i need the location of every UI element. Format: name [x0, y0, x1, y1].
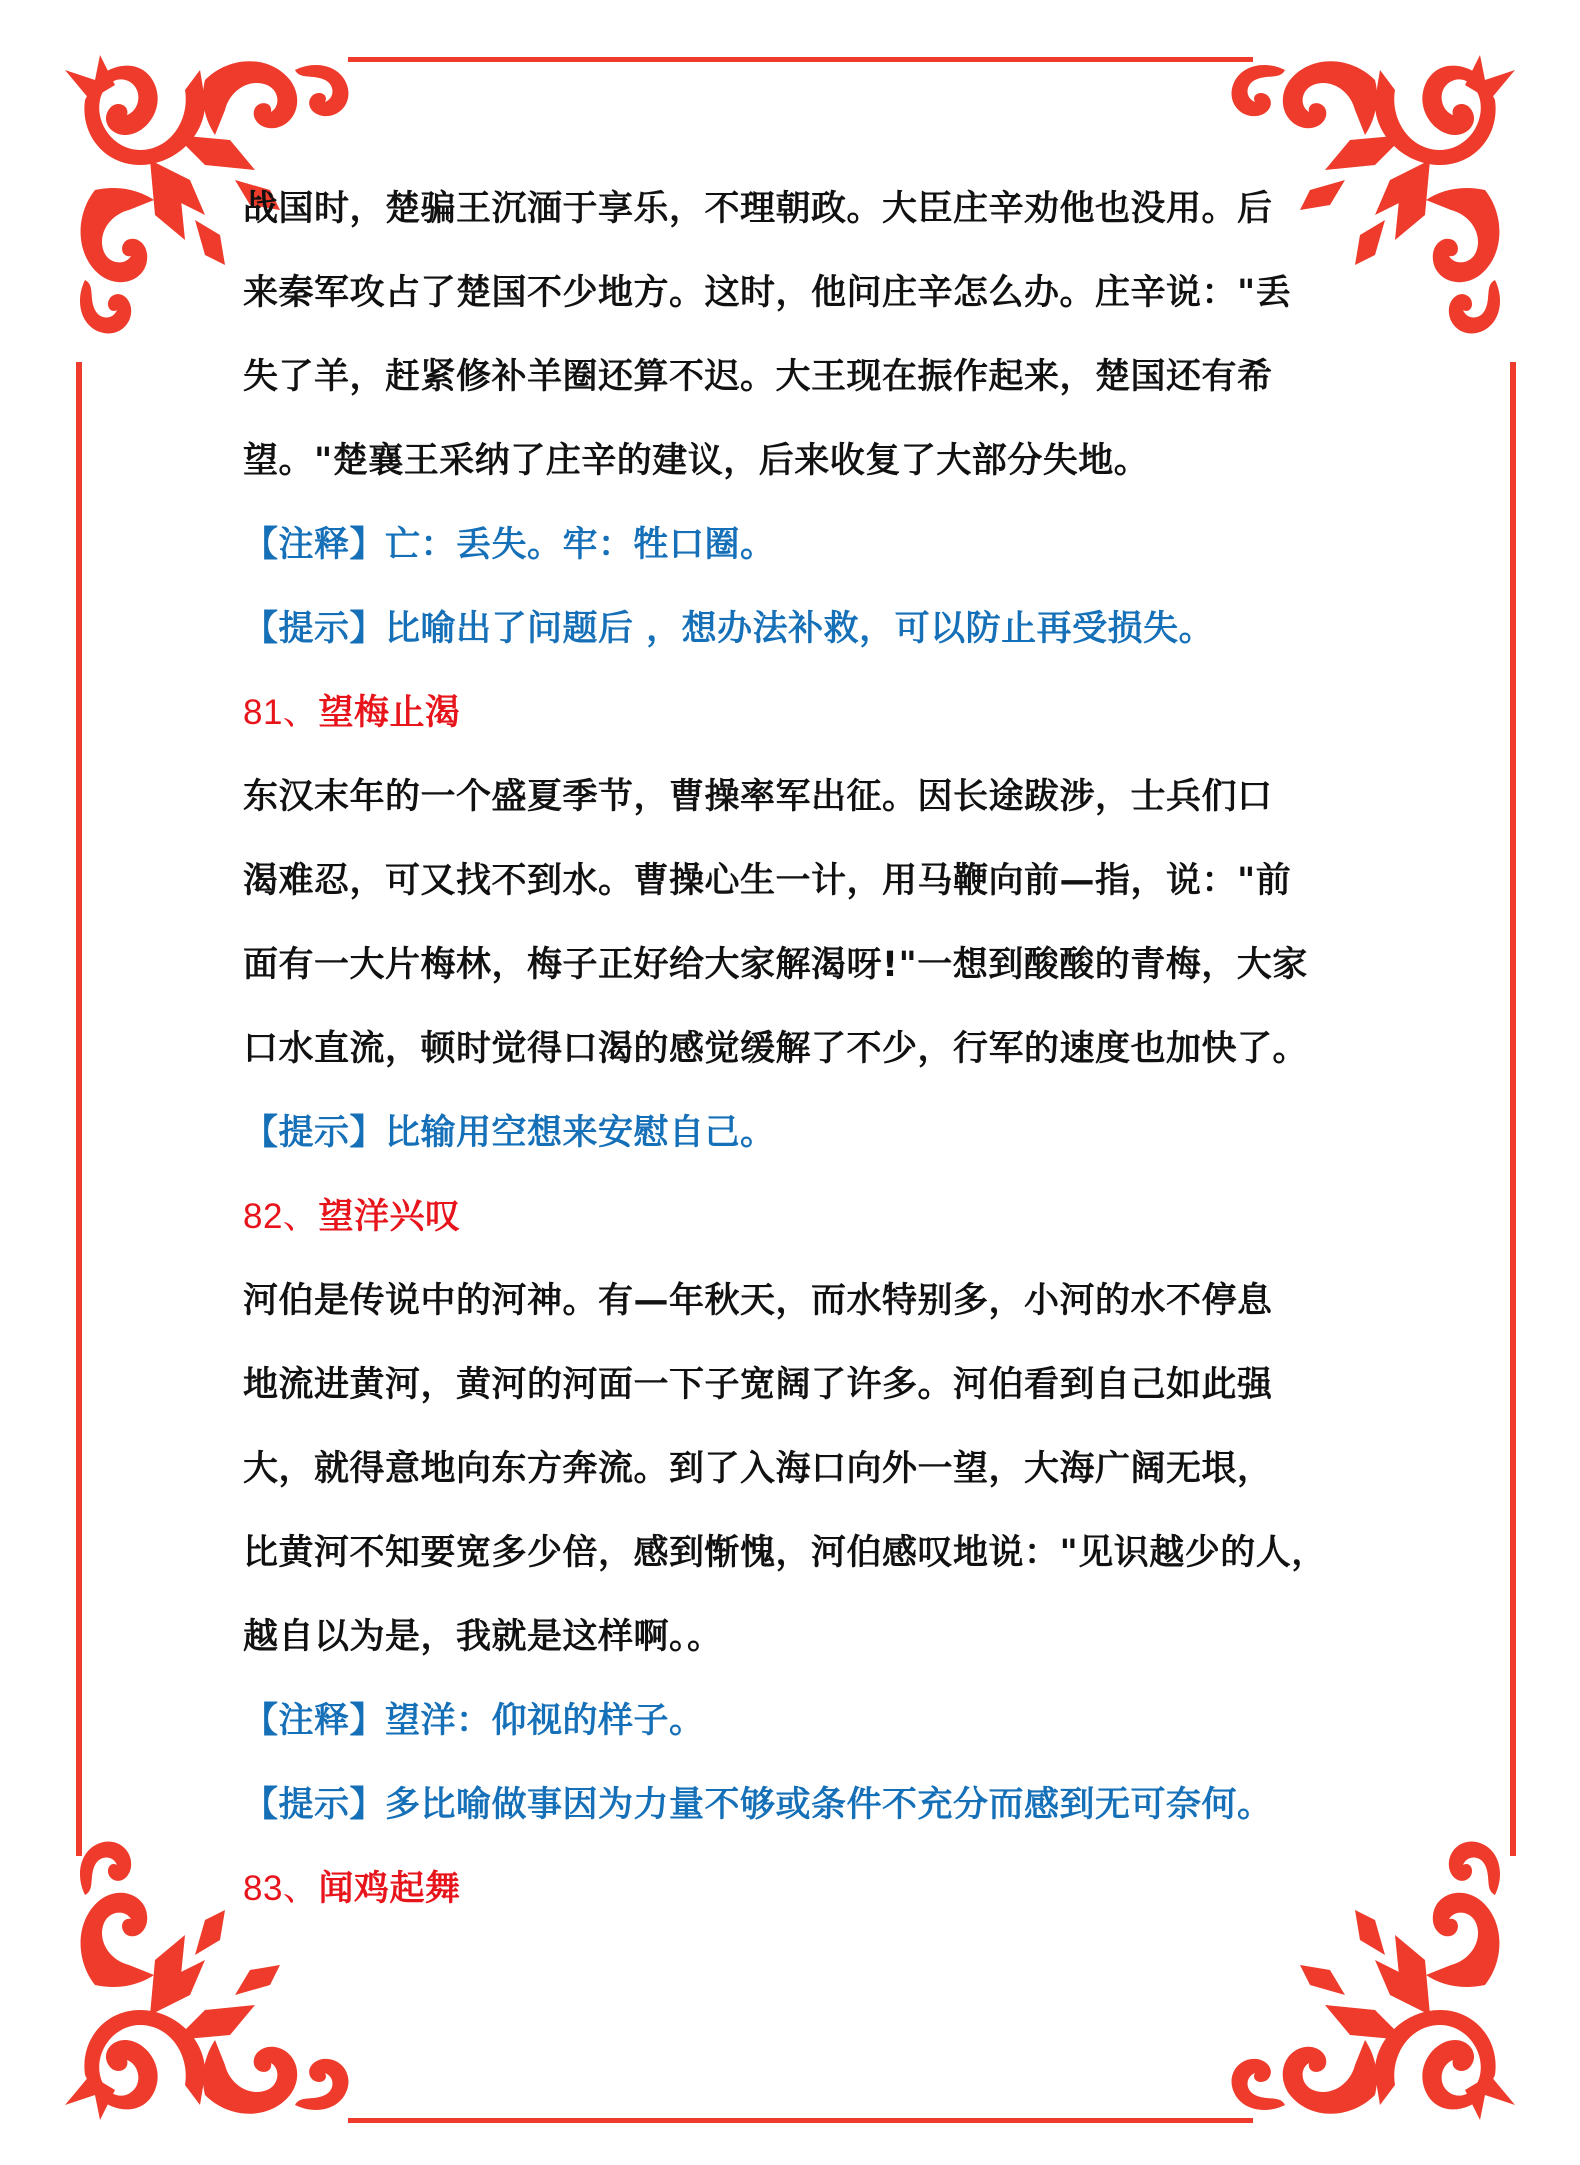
idiom-heading-81 — [243, 684, 1373, 768]
idiom-title: 闻鸡起舞 — [318, 1869, 461, 1909]
story-paragraph-line: 口水直流，顿时觉得口渴的感觉缓解了不少，行军的速度也加快了。 — [243, 1029, 1309, 1069]
annotation-note: 【注释】亡：丢失。牢：牲口圈。 — [243, 525, 776, 565]
idiom-title: 望梅止渴 — [318, 693, 461, 733]
story-paragraph-line: 来秦军攻占了楚国不少地方。这时，他问庄辛怎么办。庄辛说："丢 — [243, 273, 1292, 313]
hint-note: 【提示】比喻出了问题后 ，想办法补救，可以防止再受损失。 — [243, 609, 1215, 649]
story-paragraph-line: 渴难忍，可又找不到水。曹操心生一计，用马鞭向前—指，说："前 — [243, 861, 1292, 901]
idiom-heading-82 — [243, 1188, 1373, 1272]
frame-top-line — [348, 57, 1253, 62]
story-paragraph-line: 大，就得意地向东方奔流。到了入海口向外一望，大海广阔无垠， — [243, 1449, 1273, 1489]
hint-note: 【提示】比输用空想来安慰自己。 — [243, 1113, 776, 1153]
story-paragraph-line: 东汉末年的一个盛夏季节，曹操率军出征。因长途跋涉，士兵们口 — [243, 777, 1273, 817]
idiom-number: 81、 — [243, 693, 319, 732]
idiom-heading-83 — [243, 1860, 1373, 1944]
story-paragraph-line: 比黄河不知要宽多少倍，感到惭愧，河伯感叹地说："见识越少的人， — [243, 1533, 1327, 1573]
story-paragraph-line: 失了羊，赶紧修补羊圈还算不迟。大王现在振作起来，楚国还有希 — [243, 357, 1273, 397]
annotation-note: 【注释】望洋：仰视的样子。 — [243, 1701, 705, 1741]
story-paragraph-line: 战国时，楚骗王沉湎于享乐，不理朝政。大臣庄辛劝他也没用。后 — [243, 189, 1273, 229]
frame-bottom-line — [348, 2118, 1253, 2123]
story-paragraph-line: 越自以为是，我就是这样啊。。 — [243, 1617, 723, 1657]
frame-left-line — [76, 362, 82, 1856]
idiom-stories-content — [243, 180, 1373, 1944]
idiom-number: 83、 — [243, 1869, 319, 1908]
idiom-title: 望洋兴叹 — [318, 1197, 461, 1237]
story-paragraph-line: 河伯是传说中的河神。有—年秋天，而水特别多，小河的水不停息 — [243, 1281, 1273, 1321]
hint-note: 【提示】多比喻做事因为力量不够或条件不充分而感到无可奈何。 — [243, 1785, 1273, 1825]
idiom-number: 82、 — [243, 1197, 319, 1236]
story-paragraph-line: 望。"楚襄王采纳了庄辛的建议，后来收复了大部分失地。 — [243, 441, 1150, 481]
frame-right-line — [1510, 362, 1516, 1856]
story-paragraph-line: 地流进黄河，黄河的河面一下子宽阔了许多。河伯看到自己如此强 — [243, 1365, 1273, 1405]
story-paragraph-line: 面有一大片梅林，梅子正好给大家解渴呀!"一想到酸酸的青梅，大家 — [243, 945, 1308, 985]
